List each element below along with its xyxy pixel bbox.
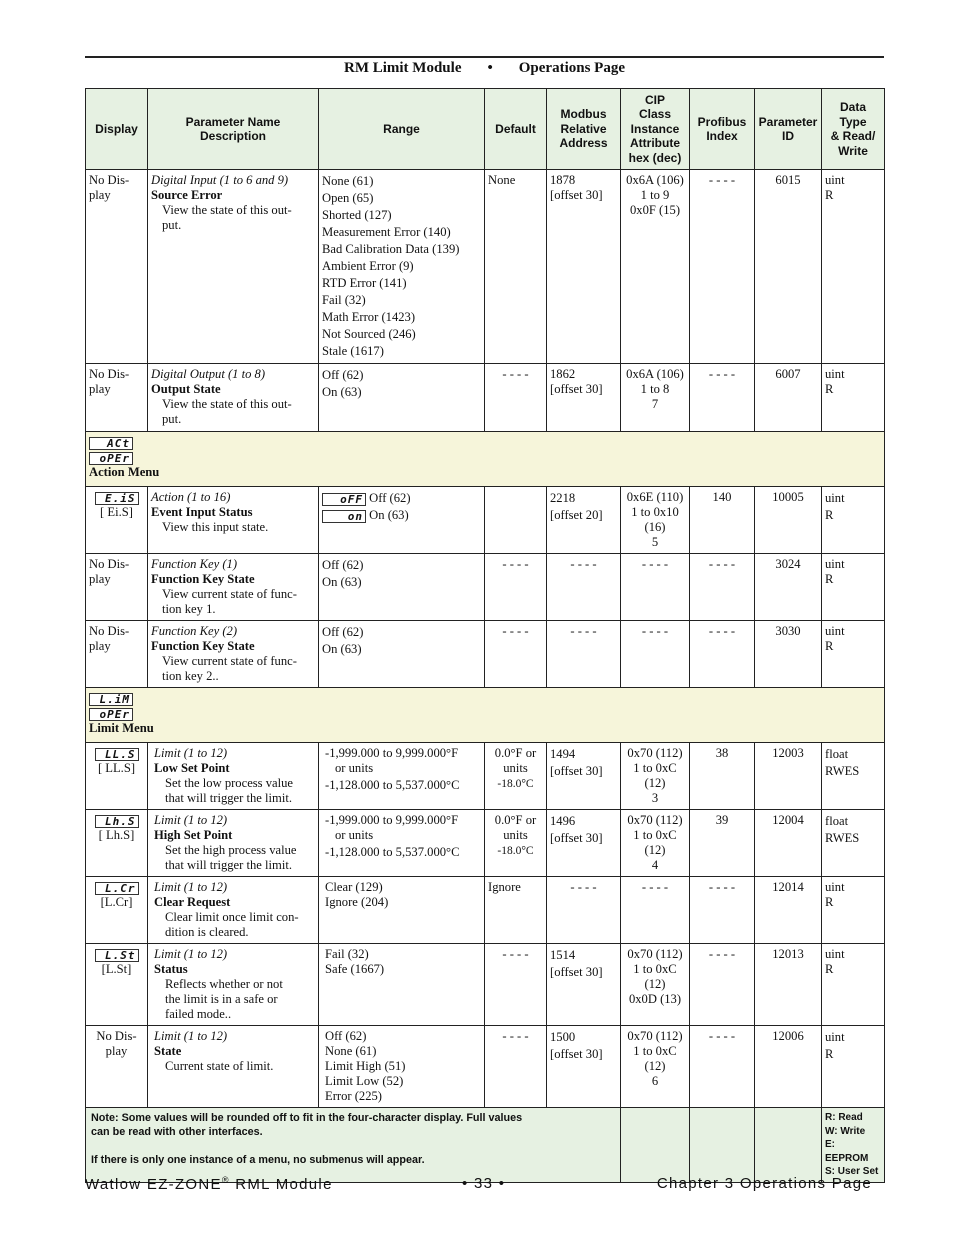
action-menu-cell <box>86 432 885 487</box>
display-cell: L.St [L.St] <box>86 944 148 1026</box>
menu-row-limit <box>86 688 885 743</box>
header-bullet: • <box>487 60 493 76</box>
table-row <box>86 554 885 621</box>
display-cell: LL.S [ LL.S] <box>86 743 148 810</box>
notes-cell: Note: Some values will be rounded off to fit in the four-character display. Full values can be read with other interfaces. If there is only one instance of a menu, no submenus will appear. <box>86 1108 621 1183</box>
col-parameter-id: Parameter ID <box>755 89 822 170</box>
cip-cell: 0x70 (112) 1 to 0xC (12) 3 <box>621 743 690 810</box>
display-cell: E.iS [ Ei.S] <box>86 487 148 554</box>
table-row <box>86 877 885 944</box>
table-row <box>86 621 885 688</box>
range-cell: Off (62) On (63) <box>319 621 485 688</box>
notes-blank-cell <box>621 1108 690 1183</box>
legend-cell: R: Read W: Write E: EEPROM S: User Set <box>822 1108 885 1183</box>
parameter-id-cell: 6007 <box>755 364 822 432</box>
display-cell: No Dis- play <box>86 1026 148 1108</box>
lcd-display-icon: ACt <box>89 437 133 450</box>
parameter-id-cell: 12006 <box>755 1026 822 1108</box>
parameter-id-cell: 6015 <box>755 170 822 364</box>
profibus-cell: - - - - <box>690 170 755 364</box>
range-cell: -1,999.000 to 9,999.000°F or units -1,128.000 to 5,537.000°C <box>319 743 485 810</box>
parameter-cell: Limit (1 to 12) High Set Point Set the high process value that will trigger the limit. <box>148 810 319 877</box>
profibus-cell: - - - - <box>690 621 755 688</box>
cip-cell: 0x6E (110) 1 to 0x10 (16) 5 <box>621 487 690 554</box>
parameter-id-cell: 12004 <box>755 810 822 877</box>
profibus-cell: - - - - <box>690 1026 755 1108</box>
profibus-cell: 38 <box>690 743 755 810</box>
default-cell: - - - - <box>485 944 547 1026</box>
col-default: Default <box>485 89 547 170</box>
default-cell: - - - - <box>485 621 547 688</box>
lcd-display-icon: oPEr <box>89 708 133 721</box>
display-cell: L.Cr [L.Cr] <box>86 877 148 944</box>
table-row <box>86 810 885 877</box>
menu-label: Limit Menu <box>89 721 154 735</box>
notes-blank-cell <box>755 1108 822 1183</box>
modbus-cell: 1514 [offset 30] <box>547 944 621 1026</box>
range-cell: oFF Off (62) on On (63) <box>319 487 485 554</box>
default-cell: 0.0°F or units -18.0°C <box>485 810 547 877</box>
footer-brand: Watlow EZ-ZONE® RML Module <box>85 1175 333 1193</box>
footer-chapter: Chapter 3 Operations Page <box>656 1175 872 1192</box>
data-type-cell: uint R <box>822 487 885 554</box>
parameter-id-cell: 3024 <box>755 554 822 621</box>
default-cell: 0.0°F or units -18.0°C <box>485 743 547 810</box>
col-profibus: Profibus Index <box>690 89 755 170</box>
cip-cell: 0x70 (112) 1 to 0xC (12) 4 <box>621 810 690 877</box>
modbus-cell: - - - - <box>547 877 621 944</box>
col-modbus: Modbus Relative Address <box>547 89 621 170</box>
profibus-cell: - - - - <box>690 554 755 621</box>
default-cell: None <box>485 170 547 364</box>
data-type-cell: float RWES <box>822 810 885 877</box>
menu-label: Action Menu <box>89 465 160 479</box>
top-rule <box>85 56 884 58</box>
profibus-cell: - - - - <box>690 364 755 432</box>
table-row <box>86 743 885 810</box>
notes-row <box>86 1108 885 1183</box>
modbus-cell: 1878 [offset 30] <box>547 170 621 364</box>
lcd-display-icon: Lh.S <box>95 815 139 828</box>
profibus-cell: 39 <box>690 810 755 877</box>
col-range: Range <box>319 89 485 170</box>
modbus-cell: - - - - <box>547 554 621 621</box>
display-cell: Lh.S [ Lh.S] <box>86 810 148 877</box>
menu-row-action <box>86 432 885 487</box>
cip-cell: - - - - <box>621 621 690 688</box>
col-data-type: Data Type & Read/ Write <box>822 89 885 170</box>
parameter-cell: Limit (1 to 12) State Current state of limit. <box>148 1026 319 1108</box>
table-row <box>86 1026 885 1108</box>
default-cell: Ignore <box>485 877 547 944</box>
table-row <box>86 364 885 432</box>
data-type-cell: uint R <box>822 554 885 621</box>
col-parameter-name: Parameter Name Description <box>148 89 319 170</box>
cip-cell: 0x6A (106) 1 to 8 7 <box>621 364 690 432</box>
modbus-cell: 2218 [offset 20] <box>547 487 621 554</box>
parameter-id-cell: 12003 <box>755 743 822 810</box>
data-type-cell: uint R <box>822 944 885 1026</box>
default-cell: - - - - <box>485 554 547 621</box>
lcd-display-icon: oFF <box>322 493 366 506</box>
parameter-cell: Limit (1 to 12) Status Reflects whether or not the limit is in a safe or failed mode.. <box>148 944 319 1026</box>
table-row <box>86 170 885 364</box>
cip-cell: - - - - <box>621 554 690 621</box>
parameter-id-cell: 12014 <box>755 877 822 944</box>
lcd-display-icon: L.St <box>95 949 139 962</box>
col-cip: CIP Class Instance Attribute hex (dec) <box>621 89 690 170</box>
parameter-id-cell: 3030 <box>755 621 822 688</box>
cip-cell: 0x6A (106) 1 to 9 0x0F (15) <box>621 170 690 364</box>
lcd-display-icon: oPEr <box>89 452 133 465</box>
parameter-cell: Limit (1 to 12) Low Set Point Set the low process value that will trigger the limit. <box>148 743 319 810</box>
range-cell: Off (62) None (61) Limit High (51) Limit Low (52) Error (225) <box>319 1026 485 1108</box>
modbus-cell: 1496 [offset 30] <box>547 810 621 877</box>
lcd-display-icon: E.iS <box>95 492 139 505</box>
lcd-display-icon: L.Cr <box>95 882 139 895</box>
range-cell: Off (62) On (63) <box>319 554 485 621</box>
profibus-cell: - - - - <box>690 877 755 944</box>
limit-menu-cell <box>86 688 885 743</box>
modbus-cell: 1494 [offset 30] <box>547 743 621 810</box>
parameter-id-cell: 12013 <box>755 944 822 1026</box>
range-cell: None (61) Open (65) Shorted (127) Measurement Error (140) Bad Calibration Data (139) Ambient Error (9) RTD Error (141) Fail (32) Math Error (1423) Not Sourced (246) Stale (1617) <box>319 170 485 364</box>
display-cell: No Dis- play <box>86 554 148 621</box>
header-page: Operations Page <box>518 60 625 76</box>
parameter-id-cell: 10005 <box>755 487 822 554</box>
default-cell: - - - - <box>485 364 547 432</box>
data-type-cell: uint R <box>822 170 885 364</box>
data-type-cell: uint R <box>822 364 885 432</box>
lcd-display-icon: on <box>322 510 366 523</box>
display-cell: No Dis- play <box>86 364 148 432</box>
display-cell: No Dis- play <box>86 621 148 688</box>
profibus-cell: 140 <box>690 487 755 554</box>
modbus-cell: 1862 [offset 30] <box>547 364 621 432</box>
range-cell: Fail (32) Safe (1667) <box>319 944 485 1026</box>
parameter-table <box>85 88 885 1183</box>
profibus-cell: - - - - <box>690 944 755 1026</box>
default-cell <box>485 487 547 554</box>
parameter-cell: Function Key (2) Function Key State View current state of func- tion key 2.. <box>148 621 319 688</box>
modbus-cell: 1500 [offset 30] <box>547 1026 621 1108</box>
lcd-display-icon: LL.S <box>95 748 139 761</box>
parameter-cell: Digital Input (1 to 6 and 9) Source Error View the state of this out- put. <box>148 170 319 364</box>
col-display: Display <box>86 89 148 170</box>
modbus-cell: - - - - <box>547 621 621 688</box>
data-type-cell: uint R <box>822 1026 885 1108</box>
cip-cell: - - - - <box>621 877 690 944</box>
parameter-cell: Limit (1 to 12) Clear Request Clear limit once limit con- dition is cleared. <box>148 877 319 944</box>
footer-page-number: • 33 • <box>462 1175 506 1192</box>
page-header <box>85 60 884 77</box>
lcd-display-icon: L.iM <box>89 693 133 706</box>
range-cell: -1,999.000 to 9,999.000°F or units -1,128.000 to 5,537.000°C <box>319 810 485 877</box>
header-module: RM Limit Module <box>343 60 462 76</box>
range-cell: Off (62) On (63) <box>319 364 485 432</box>
data-type-cell: uint R <box>822 621 885 688</box>
cip-cell: 0x70 (112) 1 to 0xC (12) 0x0D (13) <box>621 944 690 1026</box>
data-type-cell: uint R <box>822 877 885 944</box>
notes-blank-cell <box>690 1108 755 1183</box>
parameter-cell: Function Key (1) Function Key State View current state of func- tion key 1. <box>148 554 319 621</box>
table-row <box>86 487 885 554</box>
range-cell: Clear (129) Ignore (204) <box>319 877 485 944</box>
table-row <box>86 944 885 1026</box>
parameter-cell: Action (1 to 16) Event Input Status View this input state. <box>148 487 319 554</box>
table-header-row <box>86 89 885 170</box>
default-cell: - - - - <box>485 1026 547 1108</box>
parameter-cell: Digital Output (1 to 8) Output State View the state of this out- put. <box>148 364 319 432</box>
data-type-cell: float RWES <box>822 743 885 810</box>
cip-cell: 0x70 (112) 1 to 0xC (12) 6 <box>621 1026 690 1108</box>
display-cell: No Dis- play <box>86 170 148 364</box>
